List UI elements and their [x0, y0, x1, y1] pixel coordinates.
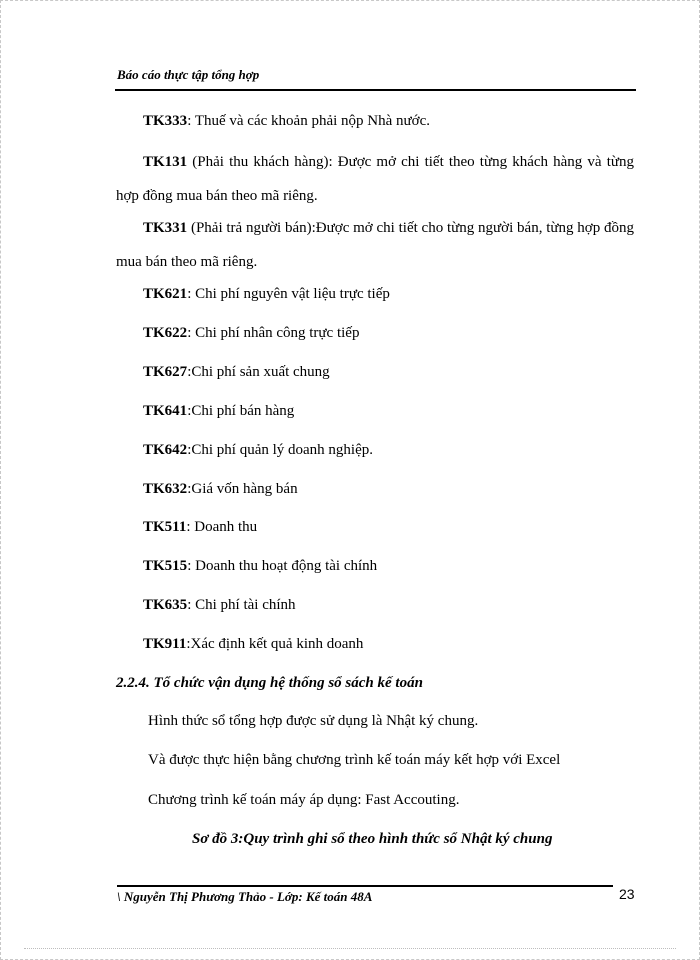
account-line: [143, 558, 377, 575]
account-desc: : Chi phí tài chính: [187, 597, 296, 613]
account-desc: :Chi phí sản xuất chung: [187, 364, 330, 380]
footer-author: \ Nguyễn Thị Phương Thảo - Lớp: Kế toán 48A: [117, 889, 373, 904]
account-code: TK627: [143, 364, 188, 380]
account-desc: : Doanh thu: [186, 519, 258, 535]
account-desc: : Thuế và các khoản phải nộp Nhà nước.: [187, 113, 430, 129]
account-code: TK515: [143, 558, 188, 574]
account-desc: (Phải trả người bán):Được mở chi tiết cho từng người bán, từng hợp đồng mua bán theo mã riêng.: [116, 220, 634, 270]
account-line: [143, 597, 296, 614]
account-desc: : Chi phí nhân công trực tiếp: [187, 325, 360, 341]
account-desc: (Phải thu khách hàng): Được mở chi tiết theo từng khách hàng và từng hợp đồng mua bán theo mã riêng.: [116, 154, 634, 204]
account-paragraph: [116, 145, 634, 213]
section-heading: 2.2.4. Tổ chức vận dụng hệ thống sổ sách kế toán: [116, 675, 423, 691]
page-number: 23: [619, 886, 635, 902]
account-line: [143, 364, 330, 381]
account-desc: : Chi phí nguyên vật liệu trực tiếp: [187, 286, 390, 302]
account-paragraph: [116, 211, 634, 279]
account-code: TK641: [143, 403, 188, 419]
account-desc: :Chi phí quản lý doanh nghiệp.: [187, 442, 374, 458]
body-paragraph: Chương trình kế toán máy áp dụng: Fast Accouting.: [148, 792, 460, 808]
account-code: TK131: [143, 154, 188, 170]
header-title: Báo cáo thực tập tổng hợp: [117, 67, 260, 82]
account-code: TK632: [143, 481, 188, 497]
account-desc: : Doanh thu hoạt động tài chính: [187, 558, 378, 574]
account-desc: :Giá vốn hàng bán: [187, 481, 298, 497]
account-code: TK635: [143, 597, 188, 613]
account-code: TK333: [143, 113, 188, 129]
account-line: [143, 325, 359, 342]
account-code: TK911: [143, 636, 187, 652]
account-line: [143, 442, 373, 459]
account-line: [143, 519, 257, 536]
diagram-title: Sơ đồ 3:Quy trình ghi sổ theo hình thức sổ Nhật ký chung: [192, 831, 553, 847]
page-bottom-edge: [24, 948, 676, 949]
account-code: TK621: [143, 286, 188, 302]
header-rule: [115, 89, 636, 91]
account-desc: :Xác định kết quả kinh doanh: [186, 636, 364, 652]
account-line: [143, 636, 363, 653]
account-line: [143, 286, 390, 303]
account-code: TK622: [143, 325, 188, 341]
body-paragraph: Hình thức sổ tổng hợp được sử dụng là Nhật ký chung.: [148, 713, 479, 729]
account-line: [143, 403, 294, 420]
account-code: TK331: [143, 220, 188, 236]
account-line: [143, 113, 430, 130]
account-line: [143, 481, 298, 498]
account-code: TK511: [143, 519, 187, 535]
body-paragraph: Và được thực hiện bằng chương trình kế toán máy kết hợp với Excel: [148, 752, 561, 768]
footer-rule: [117, 885, 613, 887]
account-desc: :Chi phí bán hàng: [187, 403, 295, 419]
account-code: TK642: [143, 442, 188, 458]
